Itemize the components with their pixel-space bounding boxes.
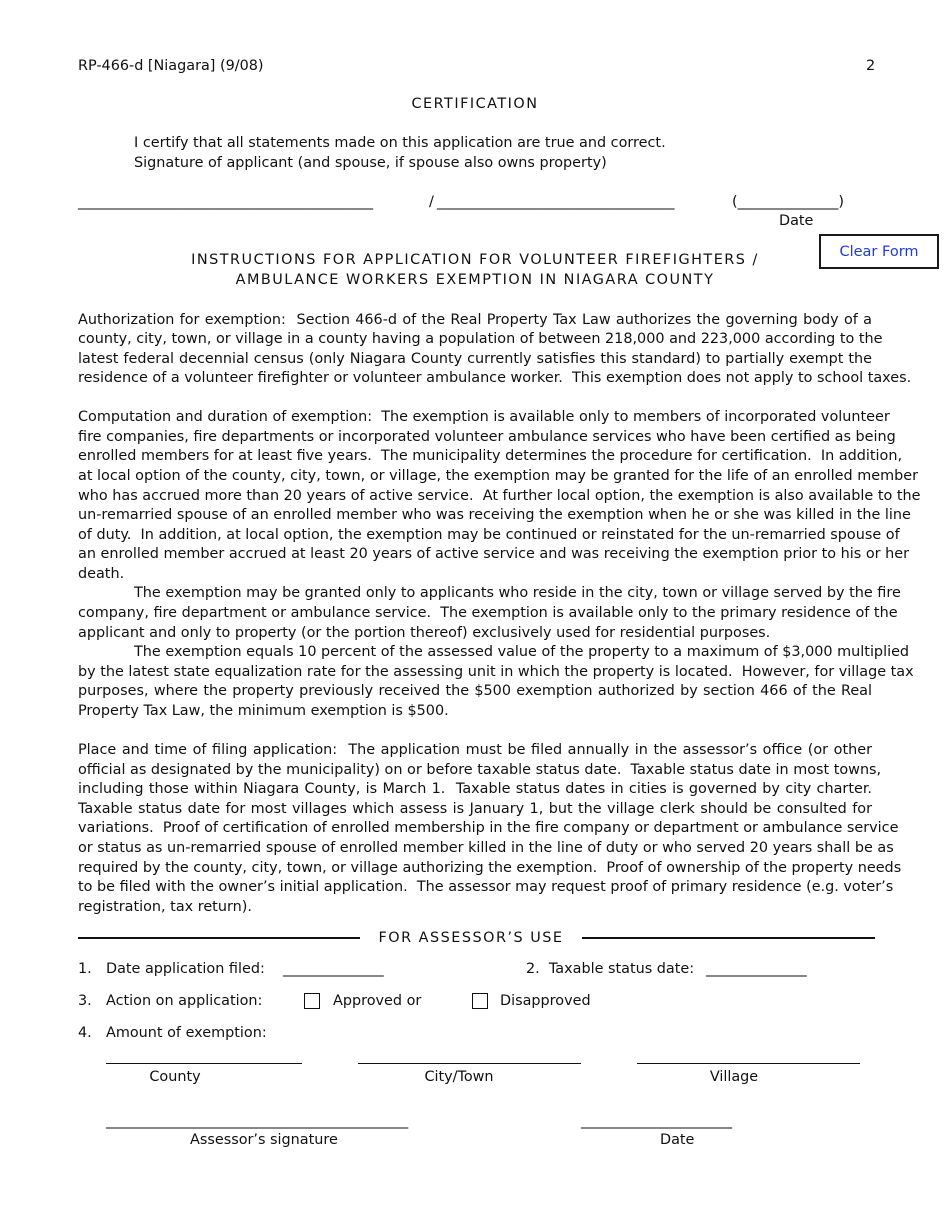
assessor-rule-left [78,937,360,939]
instruction-line: at local option of the county, city, town, or village, the exemption may be granted for the life of an enrolled member [78,468,919,484]
item-4-number: 4. [78,1025,92,1041]
taxable-status-date-field[interactable]: ______________ [706,961,807,977]
instruction-line: un-remarried spouse of an enrolled member who was receiving the exemption when he or she was killed in the line [78,507,911,523]
disapproved-label: Disapproved [500,993,591,1009]
instructions-title-line-1: INSTRUCTIONS FOR APPLICATION FOR VOLUNTEER FIREFIGHTERS / [191,252,759,268]
village-amount-field[interactable] [637,1063,860,1064]
instruction-line: latest federal decennial census (only Niagara County currently satisfies this standard) to partially exempt the [78,351,872,367]
assessor-rule-right [582,937,875,939]
signature-separator: / [429,194,434,210]
instruction-line: Place and time of filing application: The application must be filed annually in the assessor’s office (or other [78,742,872,758]
assessor-section-title: FOR ASSESSOR’S USE [378,930,564,946]
certification-date-field[interactable]: (______________) [732,194,844,210]
instruction-line: to be filed with the owner’s initial application. The assessor may request proof of primary residence (e.g. voter’s [78,879,894,895]
certification-date-label: Date [779,213,814,229]
instruction-line: required by the county, city, town, or village authorizing the exemption. Proof of ownership of the property needs [78,860,902,876]
instruction-line: an enrolled member accrued at least 20 years of active service and was receiving the exemption prior to his or her [78,546,910,562]
instruction-line: The exemption may be granted only to applicants who reside in the city, town or village served by the fire [134,585,901,601]
instruction-line: The exemption equals 10 percent of the assessed value of the property to a maximum of $3,000 multiplied [134,644,910,660]
village-label: Village [709,1069,759,1085]
assessor-signature-field[interactable]: __________________________________________ [106,1113,409,1129]
instruction-line: official as designated by the municipality) on or before taxable status date. Taxable status date in most towns, [78,762,882,778]
instruction-line: registration, tax return). [78,899,252,915]
date-filed-field[interactable]: ______________ [283,961,384,977]
approved-label: Approved or [333,993,422,1009]
instruction-line: company, fire department or ambulance service. The exemption is available only to the primary residence of the [78,605,898,621]
instruction-line: Property Tax Law, the minimum exemption is $500. [78,703,449,719]
city-town-label: City/Town [424,1069,494,1085]
instruction-line: fire companies, fire departments or incorporated volunteer ambulance services who have been certified as being [78,429,896,445]
instruction-line: or status as un-remarried spouse of enrolled member killed in the line of duty or who served 20 years shall be as [78,840,894,856]
certification-statement: I certify that all statements made on this application are true and correct. [134,135,666,151]
approved-checkbox[interactable] [304,993,320,1009]
city-town-amount-field[interactable] [358,1063,581,1064]
instructions-title-line-2: AMBULANCE WORKERS EXEMPTION IN NIAGARA COUNTY [235,272,715,288]
instruction-line: applicant and only to property (or the portion thereof) exclusively used for residential purposes. [78,625,771,641]
instruction-line: including those within Niagara County, is March 1. Taxable status dates in cities is governed by city charter. [78,781,872,797]
form-id: RP-466-d [Niagara] (9/08) [78,58,264,74]
instruction-line: who has accrued more than 20 years of active service. At further local option, the exemption is also available to the [78,488,921,504]
instruction-line: county, city, town, or village in a county having a population of between 218,000 and 223,000 according to the [78,331,883,347]
spouse-signature-line[interactable]: _________________________________ [437,194,675,210]
signature-instruction: Signature of applicant (and spouse, if spouse also owns property) [134,155,607,171]
item-3-number: 3. [78,993,92,1009]
action-label: Action on application: [106,993,263,1009]
certification-title: CERTIFICATION [411,96,539,112]
county-label: County [149,1069,201,1085]
assessor-date-label: Date [660,1132,695,1148]
county-amount-field[interactable] [106,1063,302,1064]
taxable-status-date-label: 2. Taxable status date: [526,961,695,977]
instruction-line: variations. Proof of certification of enrolled membership in the fire company or department or ambulance service [78,820,899,836]
instruction-line: enrolled members for at least five years. The municipality determines the procedure for certification. In addition, [78,448,903,464]
clear-form-button[interactable]: Clear Form [819,234,939,269]
assessor-signature-label: Assessor’s signature [190,1132,338,1148]
date-filed-label: Date application filed: [106,961,265,977]
instruction-line: of duty. In addition, at local option, the exemption may be continued or reinstated for the un-remarried spouse of [78,527,900,543]
page-number: 2 [866,58,876,74]
instruction-line: by the latest state equalization rate for the assessing unit in which the property is located. However, for village tax [78,664,914,680]
amount-label: Amount of exemption: [106,1025,267,1041]
instruction-line: Authorization for exemption: Section 466-d of the Real Property Tax Law authorizes the governing body of a [78,312,872,328]
instruction-line: residence of a volunteer firefighter or volunteer ambulance worker. This exemption does not apply to school taxes. [78,370,912,386]
instruction-line: Computation and duration of exemption: The exemption is available only to members of incorporated volunteer [78,409,890,425]
item-1-number: 1. [78,961,92,977]
assessor-date-field[interactable]: _____________________ [581,1113,733,1129]
disapproved-checkbox[interactable] [472,993,488,1009]
instruction-line: death. [78,566,125,582]
instruction-line: Taxable status date for most villages which assess is January 1, but the village clerk should be consulted for [78,801,872,817]
applicant-signature-line[interactable]: _________________________________________ [78,194,374,210]
instruction-line: purposes, where the property previously received the $500 exemption authorized by section 466 of the Real [78,683,872,699]
